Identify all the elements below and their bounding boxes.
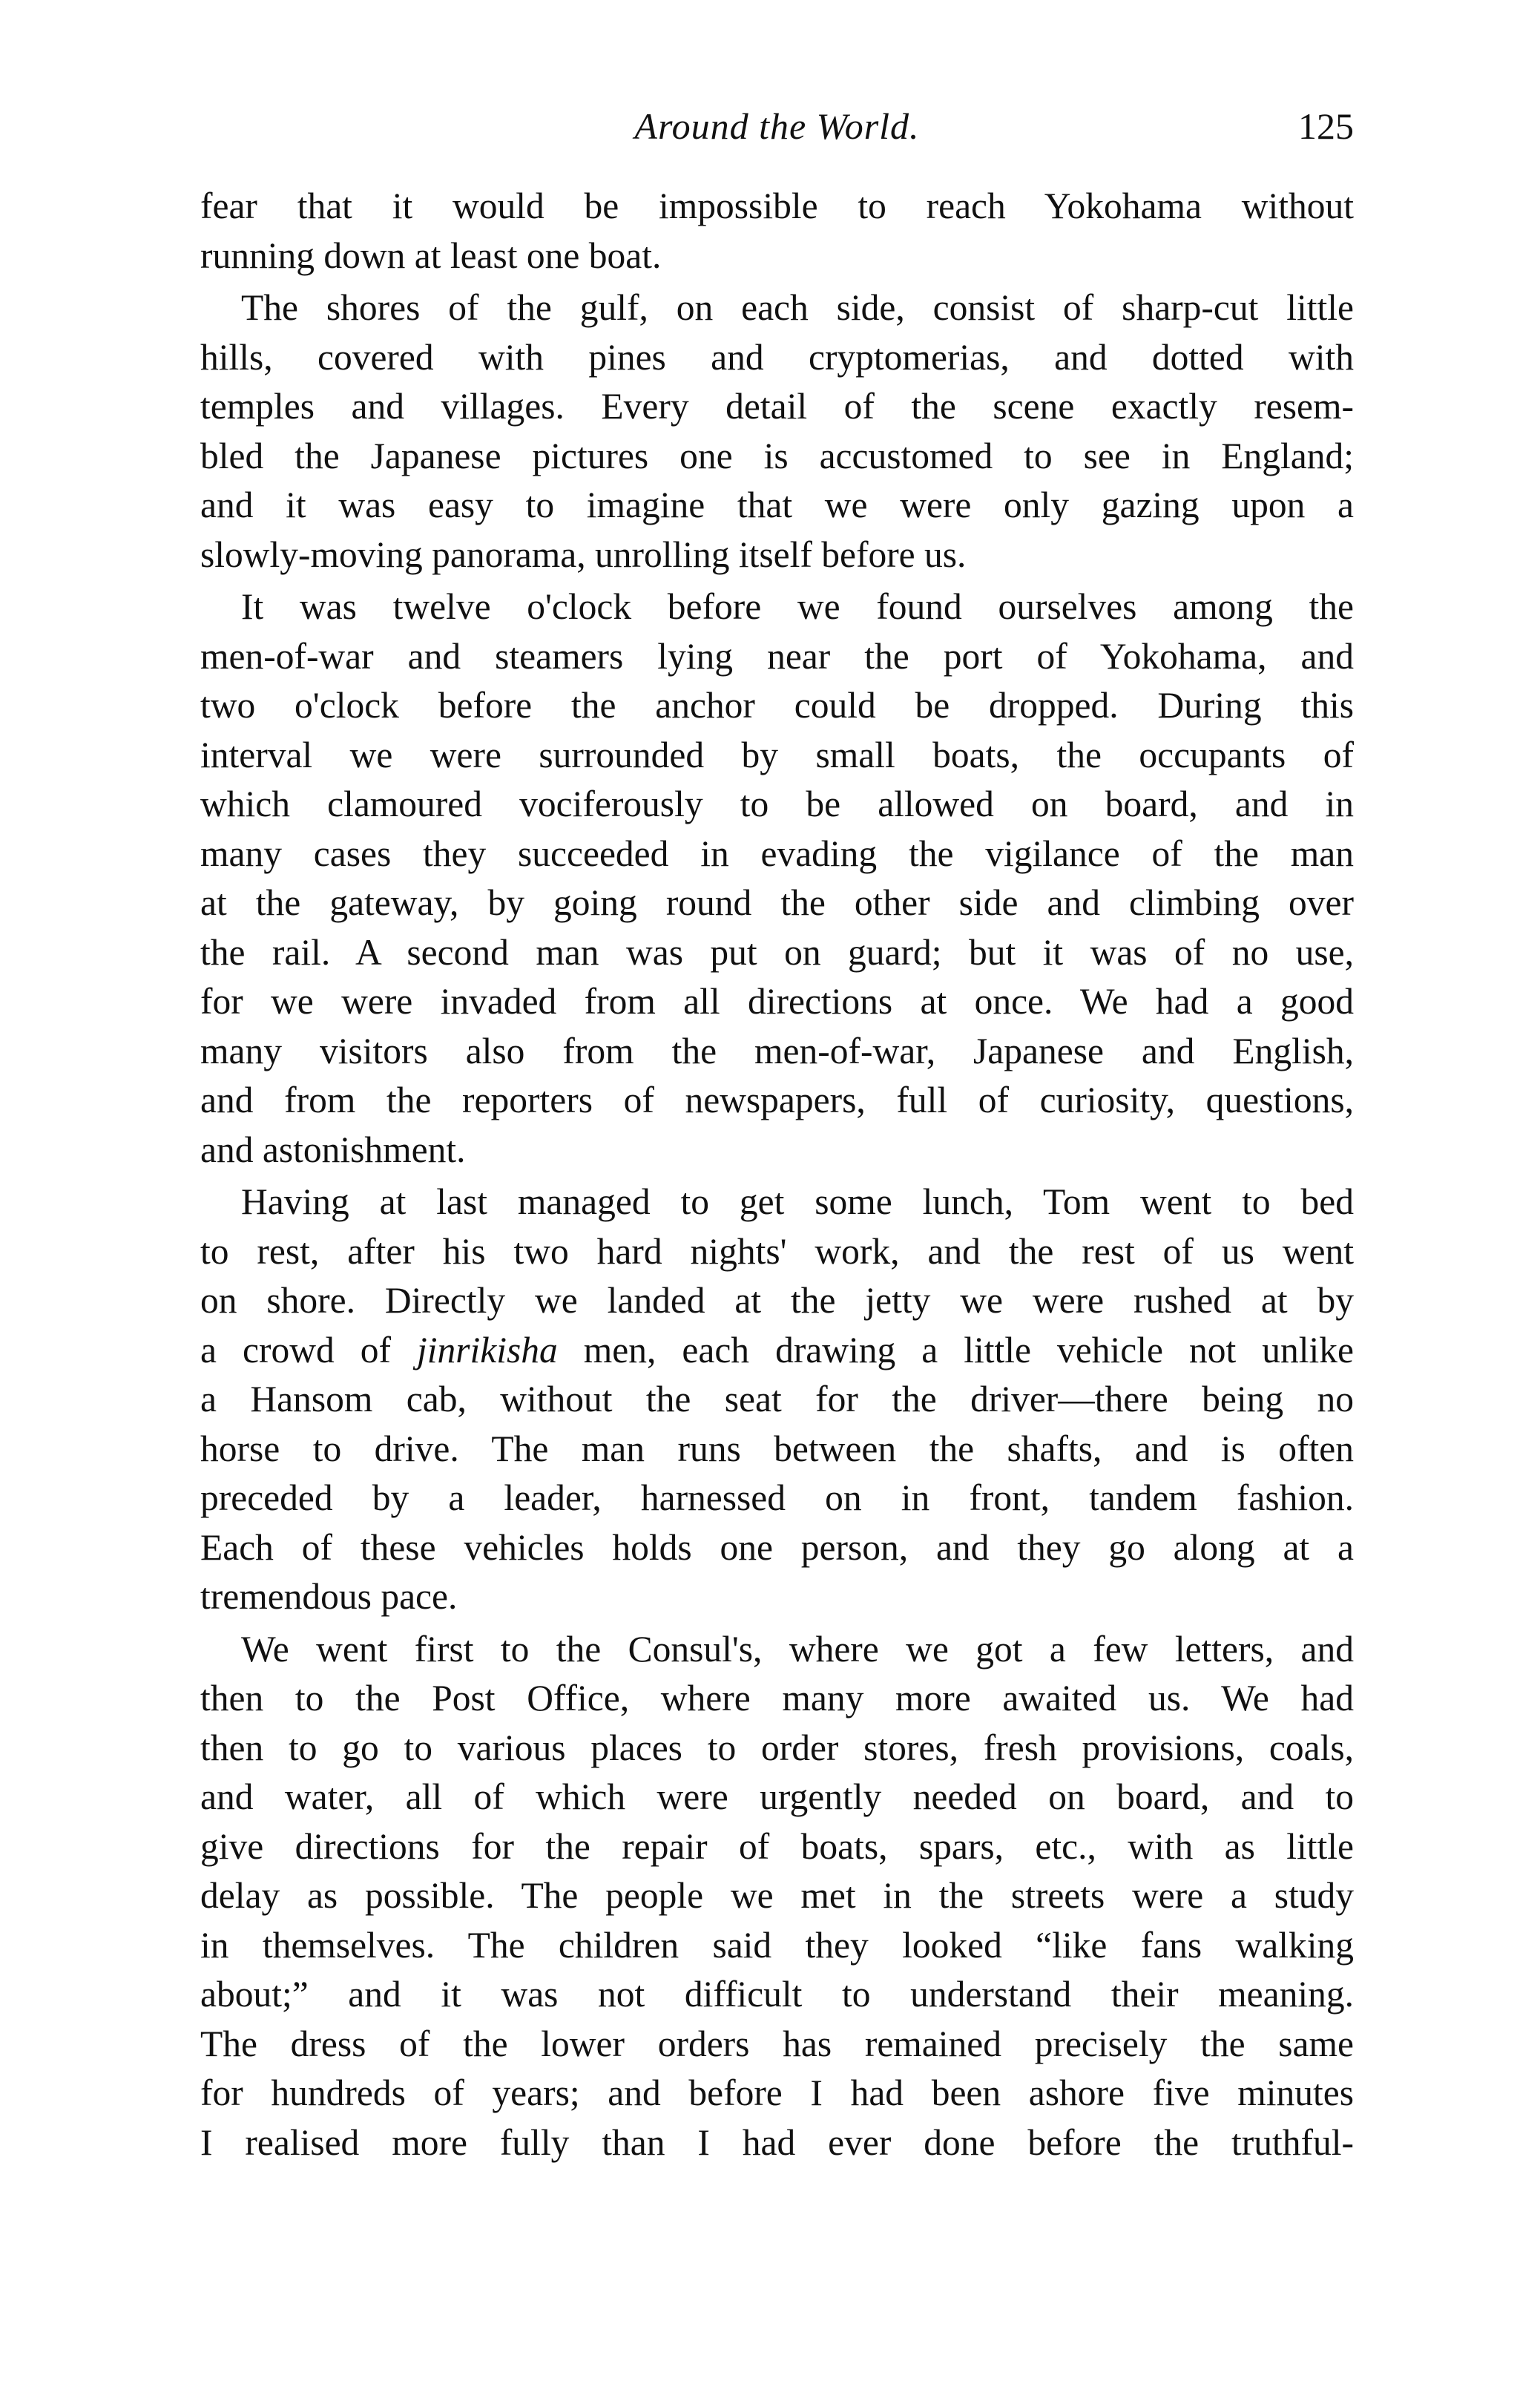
text-line: horse to drive. The man runs between the shafts, and is often — [200, 1428, 1354, 1469]
text-line: It was twelve o'clock before we found ourselves among the — [241, 586, 1354, 627]
text-line: We went first to the Consul's, where we got a few letters, and — [241, 1628, 1354, 1670]
text-line: interval we were surrounded by small boats, the occupants of — [200, 734, 1354, 775]
text-line: the rail. A second man was put on guard; but it was of no use, — [200, 931, 1354, 973]
page-number: 125 — [1298, 105, 1354, 147]
text-line: tremendous pace. — [200, 1576, 458, 1617]
text-line: which clamoured vociferously to be allowed on board, and in — [200, 784, 1354, 824]
text-line: The dress of the lower orders has remained precisely the same — [200, 2023, 1354, 2064]
text-line: for hundreds of years; and before I had been ashore five minutes — [200, 2072, 1354, 2113]
running-title: Around the World. — [634, 105, 920, 147]
text-line: delay as possible. The people we met in the streets were a study — [200, 1875, 1354, 1916]
text-line: and astonishment. — [200, 1129, 466, 1170]
text-line: a crowd of jinrikisha men, each drawing a little vehicle not unlike — [200, 1329, 1354, 1370]
text-line: The shores of the gulf, on each side, consist of sharp-cut little — [241, 287, 1354, 328]
text-line: give directions for the repair of boats, spars, etc., with as little — [200, 1825, 1354, 1867]
paragraph — [200, 1178, 1354, 1622]
paragraph — [200, 283, 1354, 580]
text-line: preceded by a leader, harnessed on in front, tandem fashion. — [200, 1477, 1354, 1518]
text-line: hills, covered with pines and cryptomerias, and dotted with — [200, 336, 1354, 378]
text-line: many cases they succeeded in evading the vigilance of the man — [200, 833, 1354, 874]
page-header — [200, 96, 1354, 156]
text-line: for we were invaded from all directions at once. We had a good — [200, 981, 1354, 1022]
text-line: temples and villages. Every detail of the scene exactly resem- — [200, 386, 1354, 427]
text-line: to rest, after his two hard nights' work, and the rest of us went — [200, 1230, 1354, 1272]
text-line: Having at last managed to get some lunch, Tom went to bed — [241, 1181, 1354, 1222]
italic-word: jinrikisha — [416, 1329, 558, 1370]
text-line: bled the Japanese pictures one is accustomed to see in England; — [200, 435, 1354, 476]
text-line: then to go to various places to order stores, fresh provisions, coals, — [200, 1727, 1354, 1768]
text-line: then to the Post Office, where many more awaited us. We had — [200, 1678, 1354, 1718]
text-line: Each of these vehicles holds one person, and they go along at a — [200, 1526, 1354, 1568]
text-line: fear that it would be impossible to reach Yokohama without — [200, 186, 1354, 226]
paragraph — [200, 1625, 1354, 2168]
text-line: in themselves. The children said they looked “like fans walking — [200, 1924, 1354, 1966]
body-text — [200, 182, 1354, 2167]
text-line: about;” and it was not difficult to understand their meaning. — [200, 1974, 1354, 2015]
text-line: I realised more fully than I had ever done before the truthful- — [200, 2121, 1354, 2163]
text-line: and it was easy to imagine that we were only gazing upon a — [200, 485, 1354, 525]
text-line: running down at least one boat. — [200, 234, 662, 276]
text-line: at the gateway, by going round the other side and climbing over — [200, 882, 1354, 923]
paragraph — [200, 582, 1354, 1175]
text-line: many visitors also from the men-of-war, Japanese and English, — [200, 1030, 1354, 1071]
text-line: a Hansom cab, without the seat for the driver—there being no — [200, 1379, 1354, 1419]
text-line: on shore. Directly we landed at the jetty we were rushed at by — [200, 1280, 1354, 1321]
text-line: and water, all of which were urgently needed on board, and to — [200, 1776, 1354, 1817]
text-line: men-of-war and steamers lying near the port of Yokohama, and — [200, 635, 1354, 677]
text-line: slowly-moving panorama, unrolling itself before us. — [200, 534, 967, 575]
paragraph — [200, 182, 1354, 280]
text-line: and from the reporters of newspapers, full of curiosity, questions, — [200, 1080, 1354, 1120]
text-line: two o'clock before the anchor could be dropped. During this — [200, 685, 1354, 726]
